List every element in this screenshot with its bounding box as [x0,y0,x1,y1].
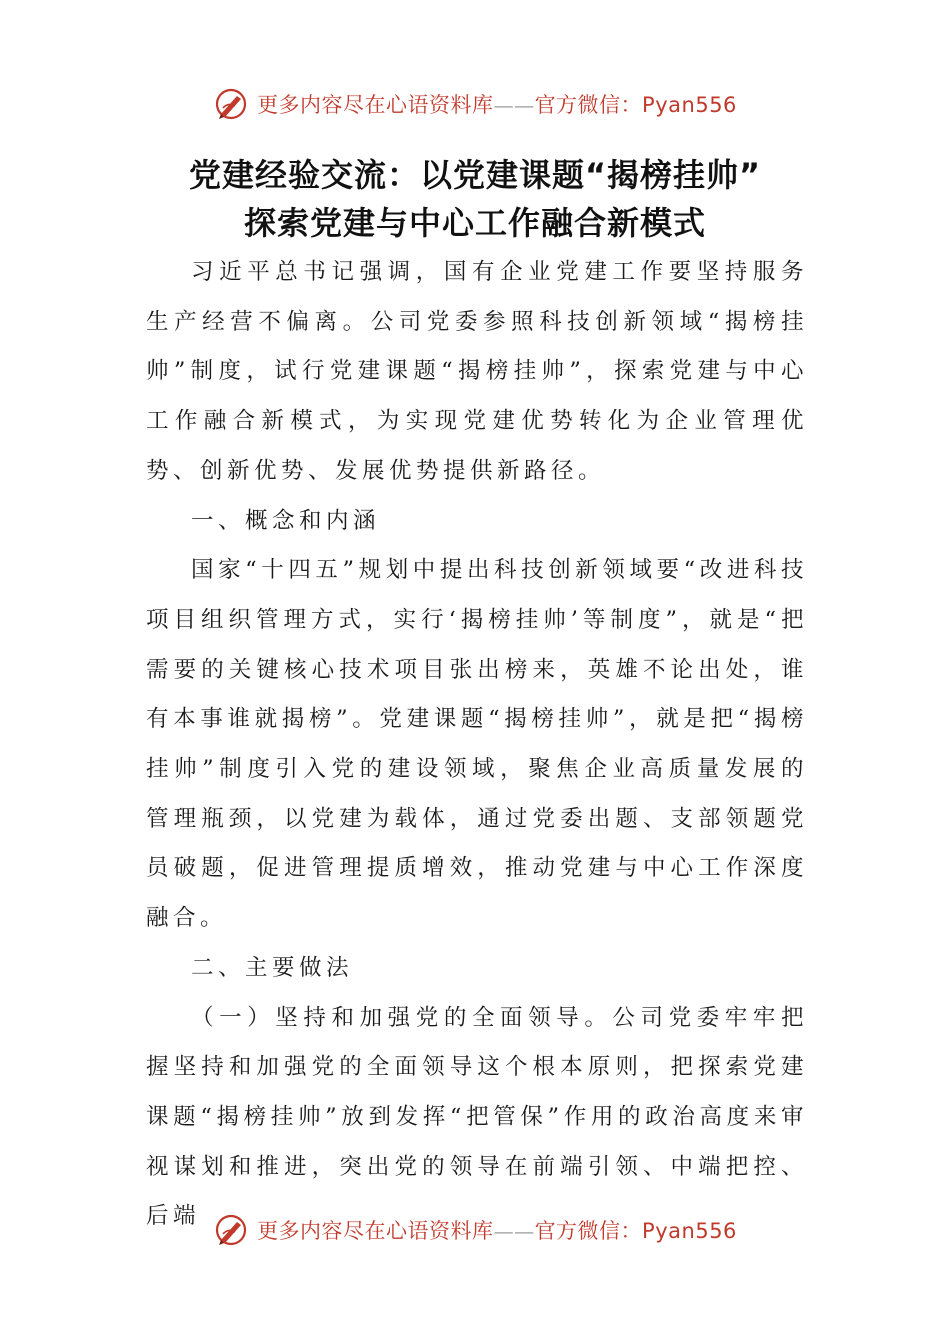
watermark-header [0,84,950,124]
watermark-text [257,1215,737,1245]
watermark-footer [0,1210,950,1250]
watermark-main-text: 更多内容尽在心语资料库 [257,93,494,117]
section-heading-1: 一、概念和内涵 [191,507,381,534]
paragraph-intro: 习近平总书记强调，国有企业党建工作要坚持服务生产经营不偏离。公司党委参照科技创新领域“揭榜挂帅”制度，试行党建课题“揭榜挂帅”，探索党建与中心工作融合新模式，为实现党建优势转化为企业管理优势、创新优势、发展优势提供新路径。 [146,259,808,484]
pen-logo-icon [213,86,249,122]
watermark-main-text: 更多内容尽在心语资料库 [257,1219,494,1243]
section-heading-2: 二、主要做法 [191,954,354,981]
paragraph-concept: 国家“十四五”规划中提出科技创新领域要“改进科技项目组织管理方式，实行‘揭榜挂帅’等制度”，就是“把需要的关键核心技术项目张出榜来，英雄不论出处，谁有本事谁就揭榜”。党建课题“揭榜挂帅”，就是把“揭榜挂帅”制度引入党的建设领域，聚焦企业高质量发展的管理瓶颈，以党建为载体，通过党委出题、支部领题党员破题，促进管理提质增效，推动党建与中心工作深度融合。 [146,557,808,932]
watermark-dash: —— [493,1219,535,1243]
watermark-suffix: 官方微信：Pyan556 [534,93,737,117]
document-title-line-1: 党建经验交流：以党建课题“揭榜挂帅” [188,156,762,194]
watermark-text [257,89,737,119]
watermark-dash: —— [493,93,535,117]
document-title-line-2: 探索党建与中心工作融合新模式 [243,204,706,242]
watermark-suffix: 官方微信：Pyan556 [534,1219,737,1243]
pen-logo-icon [213,1212,249,1248]
document-body [146,248,808,1242]
paragraph-practice-1: （一）坚持和加强党的全面领导。公司党委牢牢把握坚持和加强党的全面领导这个根本原则，把探索党建课题“揭榜挂帅”放到发挥“把管保”作用的政治高度来审视谋划和推进，突出党的领导在前端引领、中端把控、后端 [146,1004,808,1230]
